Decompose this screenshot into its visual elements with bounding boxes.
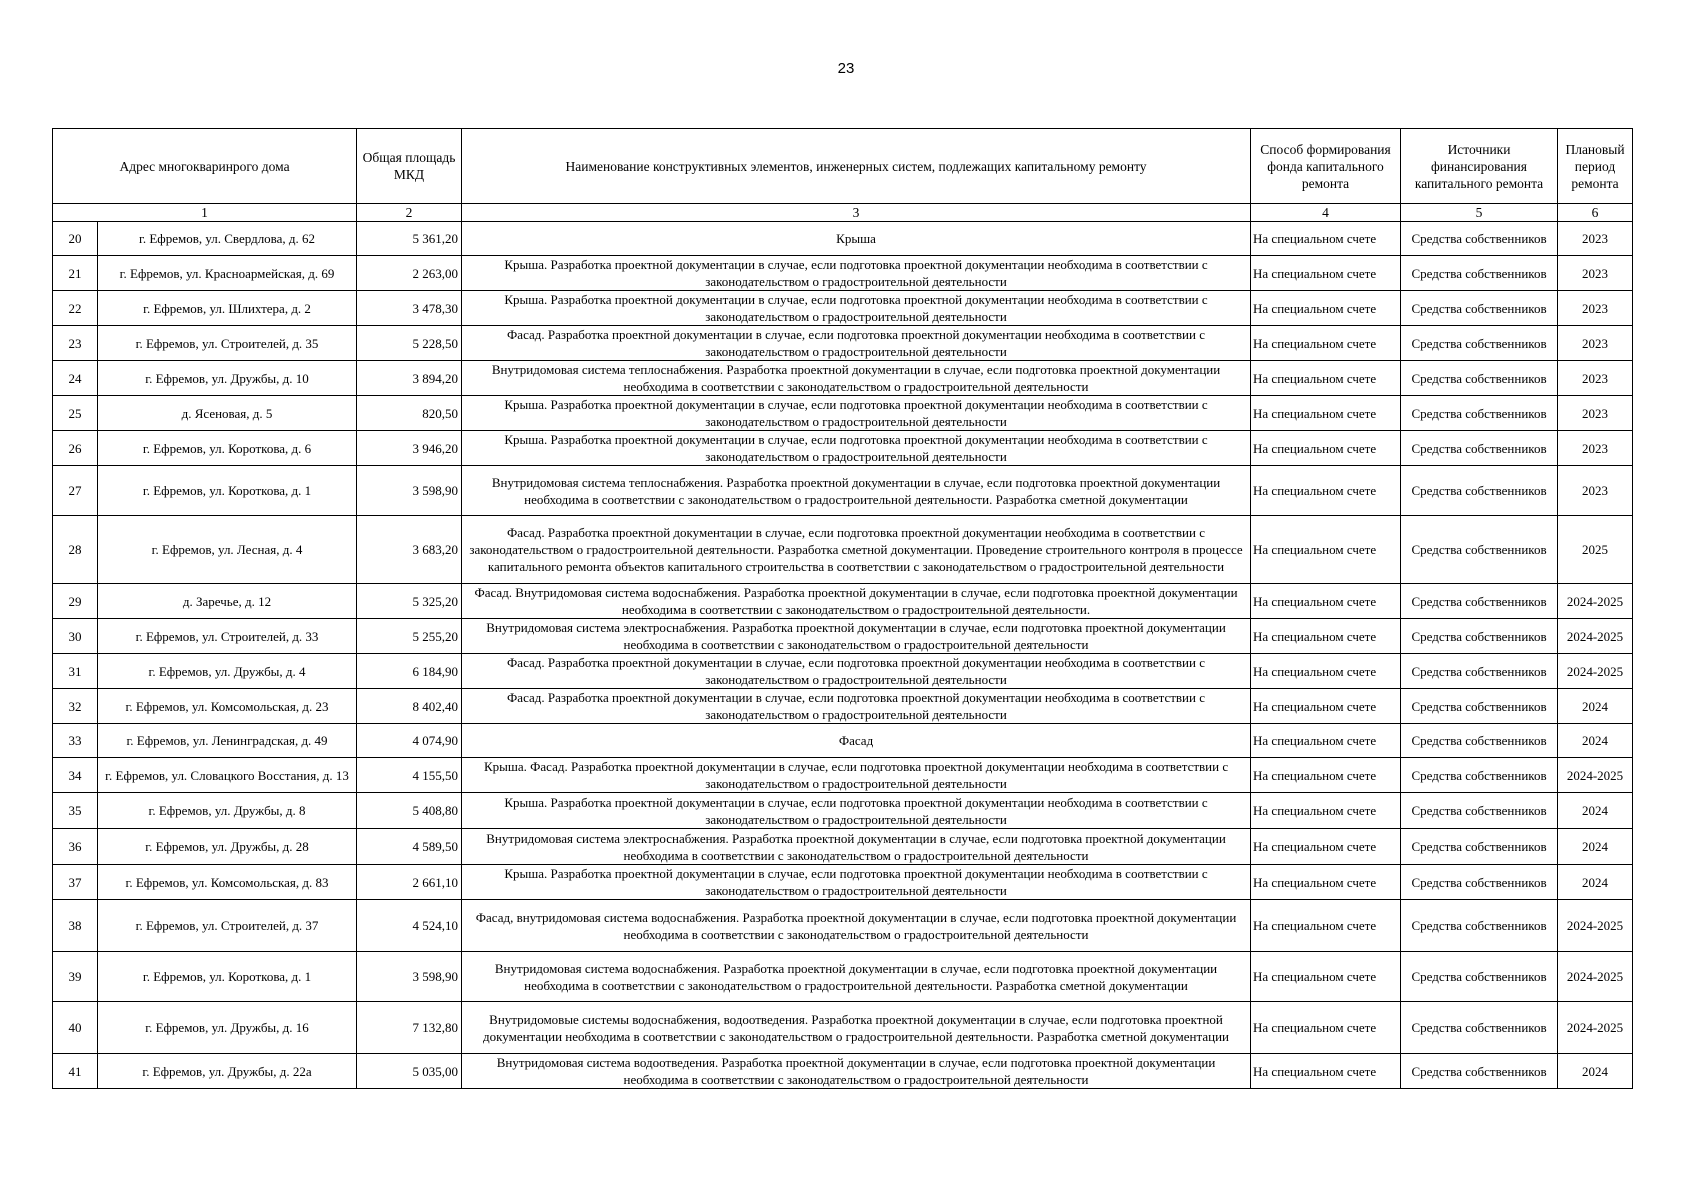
source-cell: Средства собственников bbox=[1401, 516, 1558, 584]
period-cell: 2024-2025 bbox=[1558, 654, 1633, 689]
row-number-cell: 21 bbox=[53, 256, 98, 291]
column-number: 2 bbox=[357, 204, 462, 222]
works-cell: Крыша. Разработка проектной документации в случае, если подготовка проектной документации необходима в соответствии с законодательством о градостроительной деятельности bbox=[462, 291, 1251, 326]
area-cell: 2 263,00 bbox=[357, 256, 462, 291]
table-row bbox=[53, 1054, 1633, 1089]
works-cell: Крыша. Фасад. Разработка проектной документации в случае, если подготовка проектной документации необходима в соответствии с законодательством о градостроительной деятельности bbox=[462, 758, 1251, 793]
source-cell: Средства собственников bbox=[1401, 431, 1558, 466]
method-cell: На специальном счете bbox=[1251, 758, 1401, 793]
works-cell: Фасад. Разработка проектной документации в случае, если подготовка проектной документации необходима в соответствии с законодательством о градостроительной деятельности bbox=[462, 326, 1251, 361]
table-row bbox=[53, 291, 1633, 326]
table-row bbox=[53, 619, 1633, 654]
period-cell: 2024-2025 bbox=[1558, 584, 1633, 619]
area-cell: 3 598,90 bbox=[357, 466, 462, 516]
row-number-cell: 24 bbox=[53, 361, 98, 396]
source-cell: Средства собственников bbox=[1401, 361, 1558, 396]
area-cell: 3 894,20 bbox=[357, 361, 462, 396]
address-cell: д. Заречье, д. 12 bbox=[98, 584, 357, 619]
method-cell: На специальном счете bbox=[1251, 724, 1401, 758]
source-cell: Средства собственников bbox=[1401, 222, 1558, 256]
header-works: Наименование конструктивных элементов, инженерных систем, подлежащих капитальному ремонту bbox=[462, 129, 1251, 204]
method-cell: На специальном счете bbox=[1251, 1002, 1401, 1054]
row-number-cell: 40 bbox=[53, 1002, 98, 1054]
source-cell: Средства собственников bbox=[1401, 619, 1558, 654]
area-cell: 4 524,10 bbox=[357, 900, 462, 952]
method-cell: На специальном счете bbox=[1251, 256, 1401, 291]
row-number-cell: 36 bbox=[53, 829, 98, 865]
header-row bbox=[53, 129, 1633, 204]
method-cell: На специальном счете bbox=[1251, 584, 1401, 619]
area-cell: 3 598,90 bbox=[357, 952, 462, 1002]
table-row bbox=[53, 793, 1633, 829]
works-cell: Крыша. Разработка проектной документации в случае, если подготовка проектной документации необходима в соответствии с законодательством о градостроительной деятельности bbox=[462, 396, 1251, 431]
address-cell: г. Ефремов, ул. Комсомольская, д. 83 bbox=[98, 865, 357, 900]
column-number: 4 bbox=[1251, 204, 1401, 222]
row-number-cell: 34 bbox=[53, 758, 98, 793]
header-sources: Источники финансирования капитального ремонта bbox=[1401, 129, 1558, 204]
table-row bbox=[53, 900, 1633, 952]
address-cell: г. Ефремов, ул. Короткова, д. 1 bbox=[98, 952, 357, 1002]
table-row bbox=[53, 222, 1633, 256]
method-cell: На специальном счете bbox=[1251, 689, 1401, 724]
address-cell: г. Ефремов, ул. Строителей, д. 35 bbox=[98, 326, 357, 361]
period-cell: 2023 bbox=[1558, 361, 1633, 396]
source-cell: Средства собственников bbox=[1401, 829, 1558, 865]
table-row bbox=[53, 516, 1633, 584]
page-number: 23 bbox=[837, 60, 855, 77]
source-cell: Средства собственников bbox=[1401, 793, 1558, 829]
period-cell: 2024 bbox=[1558, 793, 1633, 829]
works-cell: Фасад. Внутридомовая система водоснабжения. Разработка проектной документации в случае, если подготовка проектной документации необходима в соответствии с законодательством о градостроительной деятельности. bbox=[462, 584, 1251, 619]
area-cell: 8 402,40 bbox=[357, 689, 462, 724]
method-cell: На специальном счете bbox=[1251, 619, 1401, 654]
table-row bbox=[53, 865, 1633, 900]
address-cell: г. Ефремов, ул. Дружбы, д. 8 bbox=[98, 793, 357, 829]
source-cell: Средства собственников bbox=[1401, 396, 1558, 431]
address-cell: д. Ясеновая, д. 5 bbox=[98, 396, 357, 431]
works-cell: Внутридомовая система теплоснабжения. Разработка проектной документации в случае, если подготовка проектной документации необходима в соответствии с законодательством о градостроительной деятельности. Разработка сметной документации bbox=[462, 466, 1251, 516]
source-cell: Средства собственников bbox=[1401, 724, 1558, 758]
address-cell: г. Ефремов, ул. Строителей, д. 33 bbox=[98, 619, 357, 654]
method-cell: На специальном счете bbox=[1251, 829, 1401, 865]
works-cell: Крыша. Разработка проектной документации в случае, если подготовка проектной документации необходима в соответствии с законодательством о градостроительной деятельности bbox=[462, 865, 1251, 900]
period-cell: 2024 bbox=[1558, 829, 1633, 865]
table-row bbox=[53, 466, 1633, 516]
area-cell: 820,50 bbox=[357, 396, 462, 431]
method-cell: На специальном счете bbox=[1251, 952, 1401, 1002]
method-cell: На специальном счете bbox=[1251, 654, 1401, 689]
method-cell: На специальном счете bbox=[1251, 431, 1401, 466]
column-number: 5 bbox=[1401, 204, 1558, 222]
period-cell: 2024-2025 bbox=[1558, 619, 1633, 654]
column-number: 3 bbox=[462, 204, 1251, 222]
table-row bbox=[53, 952, 1633, 1002]
area-cell: 6 184,90 bbox=[357, 654, 462, 689]
period-cell: 2023 bbox=[1558, 291, 1633, 326]
header-period: Плановый период ремонта bbox=[1558, 129, 1633, 204]
method-cell: На специальном счете bbox=[1251, 291, 1401, 326]
method-cell: На специальном счете bbox=[1251, 865, 1401, 900]
works-cell: Фасад, внутридомовая система водоснабжения. Разработка проектной документации в случае, если подготовка проектной документации необходима в соответствии с законодательством о градостроительной деятельности bbox=[462, 900, 1251, 952]
table-row bbox=[53, 724, 1633, 758]
area-cell: 3 478,30 bbox=[357, 291, 462, 326]
table-row bbox=[53, 1002, 1633, 1054]
row-number-cell: 41 bbox=[53, 1054, 98, 1089]
address-cell: г. Ефремов, ул. Дружбы, д. 16 bbox=[98, 1002, 357, 1054]
table-row bbox=[53, 829, 1633, 865]
method-cell: На специальном счете bbox=[1251, 466, 1401, 516]
area-cell: 4 155,50 bbox=[357, 758, 462, 793]
works-cell: Фасад. Разработка проектной документации в случае, если подготовка проектной документации необходима в соответствии с законодательством о градостроительной деятельности bbox=[462, 654, 1251, 689]
source-cell: Средства собственников bbox=[1401, 256, 1558, 291]
source-cell: Средства собственников bbox=[1401, 1002, 1558, 1054]
row-number-cell: 31 bbox=[53, 654, 98, 689]
period-cell: 2024 bbox=[1558, 865, 1633, 900]
works-cell: Фасад bbox=[462, 724, 1251, 758]
source-cell: Средства собственников bbox=[1401, 689, 1558, 724]
works-cell: Крыша. Разработка проектной документации в случае, если подготовка проектной документации необходима в соответствии с законодательством о градостроительной деятельности bbox=[462, 793, 1251, 829]
method-cell: На специальном счете bbox=[1251, 222, 1401, 256]
period-cell: 2024 bbox=[1558, 1054, 1633, 1089]
period-cell: 2024-2025 bbox=[1558, 1002, 1633, 1054]
period-cell: 2023 bbox=[1558, 256, 1633, 291]
area-cell: 3 946,20 bbox=[357, 431, 462, 466]
works-cell: Крыша. Разработка проектной документации в случае, если подготовка проектной документации необходима в соответствии с законодательством о градостроительной деятельности bbox=[462, 431, 1251, 466]
period-cell: 2023 bbox=[1558, 222, 1633, 256]
period-cell: 2024-2025 bbox=[1558, 758, 1633, 793]
works-cell: Фасад. Разработка проектной документации в случае, если подготовка проектной документации необходима в соответствии с законодательством о градостроительной деятельности. Разработка сметной документации. Проведение строительного контроля в процессе капитального ремонта объектов капитального строительства в соответствии с законодательством о градостроительной деятельности bbox=[462, 516, 1251, 584]
area-cell: 5 255,20 bbox=[357, 619, 462, 654]
area-cell: 5 361,20 bbox=[357, 222, 462, 256]
source-cell: Средства собственников bbox=[1401, 584, 1558, 619]
row-number-cell: 20 bbox=[53, 222, 98, 256]
table-row bbox=[53, 654, 1633, 689]
row-number-cell: 27 bbox=[53, 466, 98, 516]
row-number-cell: 35 bbox=[53, 793, 98, 829]
column-number: 1 bbox=[53, 204, 357, 222]
period-cell: 2024-2025 bbox=[1558, 900, 1633, 952]
address-cell: г. Ефремов, ул. Красноармейская, д. 69 bbox=[98, 256, 357, 291]
table-row bbox=[53, 256, 1633, 291]
area-cell: 4 074,90 bbox=[357, 724, 462, 758]
row-number-cell: 39 bbox=[53, 952, 98, 1002]
address-cell: г. Ефремов, ул. Строителей, д. 37 bbox=[98, 900, 357, 952]
table-row bbox=[53, 758, 1633, 793]
table-row bbox=[53, 689, 1633, 724]
address-cell: г. Ефремов, ул. Короткова, д. 6 bbox=[98, 431, 357, 466]
address-cell: г. Ефремов, ул. Дружбы, д. 4 bbox=[98, 654, 357, 689]
table-row bbox=[53, 326, 1633, 361]
period-cell: 2025 bbox=[1558, 516, 1633, 584]
works-cell: Фасад. Разработка проектной документации в случае, если подготовка проектной документации необходима в соответствии с законодательством о градостроительной деятельности bbox=[462, 689, 1251, 724]
period-cell: 2023 bbox=[1558, 431, 1633, 466]
period-cell: 2024 bbox=[1558, 724, 1633, 758]
method-cell: На специальном счете bbox=[1251, 516, 1401, 584]
address-cell: г. Ефремов, ул. Короткова, д. 1 bbox=[98, 466, 357, 516]
row-number-cell: 29 bbox=[53, 584, 98, 619]
method-cell: На специальном счете bbox=[1251, 1054, 1401, 1089]
address-cell: г. Ефремов, ул. Словацкого Восстания, д. 13 bbox=[98, 758, 357, 793]
address-cell: г. Ефремов, ул. Шлихтера, д. 2 bbox=[98, 291, 357, 326]
area-cell: 7 132,80 bbox=[357, 1002, 462, 1054]
works-cell: Внутридомовая система теплоснабжения. Разработка проектной документации в случае, если подготовка проектной документации необходима в соответствии с законодательством о градостроительной деятельности bbox=[462, 361, 1251, 396]
works-cell: Внутридомовые системы водоснабжения, водоотведения. Разработка проектной документации в случае, если подготовка проектной документации необходима в соответствии с законодательством о градостроительной деятельности. Разработка сметной документации bbox=[462, 1002, 1251, 1054]
header-method: Способ формирования фонда капитального ремонта bbox=[1251, 129, 1401, 204]
source-cell: Средства собственников bbox=[1401, 1054, 1558, 1089]
source-cell: Средства собственников bbox=[1401, 952, 1558, 1002]
works-cell: Крыша. Разработка проектной документации в случае, если подготовка проектной документации необходима в соответствии с законодательством о градостроительной деятельности bbox=[462, 256, 1251, 291]
row-number-cell: 37 bbox=[53, 865, 98, 900]
method-cell: На специальном счете bbox=[1251, 361, 1401, 396]
address-cell: г. Ефремов, ул. Свердлова, д. 62 bbox=[98, 222, 357, 256]
period-cell: 2024-2025 bbox=[1558, 952, 1633, 1002]
method-cell: На специальном счете bbox=[1251, 900, 1401, 952]
table-row bbox=[53, 361, 1633, 396]
header-area: Общая площадь МКД bbox=[357, 129, 462, 204]
row-number-cell: 25 bbox=[53, 396, 98, 431]
column-number: 6 bbox=[1558, 204, 1633, 222]
source-cell: Средства собственников bbox=[1401, 900, 1558, 952]
row-number-cell: 23 bbox=[53, 326, 98, 361]
address-cell: г. Ефремов, ул. Дружбы, д. 22а bbox=[98, 1054, 357, 1089]
works-cell: Внутридомовая система электроснабжения. Разработка проектной документации в случае, если подготовка проектной документации необходима в соответствии с законодательством о градостроительной деятельности bbox=[462, 619, 1251, 654]
works-cell: Внутридомовая система электроснабжения. Разработка проектной документации в случае, если подготовка проектной документации необходима в соответствии с законодательством о градостроительной деятельности bbox=[462, 829, 1251, 865]
method-cell: На специальном счете bbox=[1251, 326, 1401, 361]
area-cell: 4 589,50 bbox=[357, 829, 462, 865]
address-cell: г. Ефремов, ул. Ленинградская, д. 49 bbox=[98, 724, 357, 758]
area-cell: 5 228,50 bbox=[357, 326, 462, 361]
source-cell: Средства собственников bbox=[1401, 865, 1558, 900]
table-row bbox=[53, 396, 1633, 431]
source-cell: Средства собственников bbox=[1401, 758, 1558, 793]
source-cell: Средства собственников bbox=[1401, 291, 1558, 326]
source-cell: Средства собственников bbox=[1401, 654, 1558, 689]
row-number-cell: 22 bbox=[53, 291, 98, 326]
row-number-cell: 38 bbox=[53, 900, 98, 952]
area-cell: 2 661,10 bbox=[357, 865, 462, 900]
table-row bbox=[53, 584, 1633, 619]
area-cell: 5 325,20 bbox=[357, 584, 462, 619]
works-cell: Внутридомовая система водоснабжения. Разработка проектной документации в случае, если подготовка проектной документации необходима в соответствии с законодательством о градостроительной деятельности. Разработка сметной документации bbox=[462, 952, 1251, 1002]
table-row bbox=[53, 431, 1633, 466]
repair-schedule-table bbox=[52, 128, 1633, 1089]
period-cell: 2023 bbox=[1558, 396, 1633, 431]
source-cell: Средства собственников bbox=[1401, 466, 1558, 516]
column-number-row bbox=[53, 204, 1633, 222]
works-cell: Внутридомовая система водоотведения. Разработка проектной документации в случае, если подготовка проектной документации необходима в соответствии с законодательством о градостроительной деятельности bbox=[462, 1054, 1251, 1089]
period-cell: 2023 bbox=[1558, 326, 1633, 361]
period-cell: 2023 bbox=[1558, 466, 1633, 516]
area-cell: 3 683,20 bbox=[357, 516, 462, 584]
source-cell: Средства собственников bbox=[1401, 326, 1558, 361]
header-address: Адрес многокваринрого дома bbox=[53, 129, 357, 204]
row-number-cell: 30 bbox=[53, 619, 98, 654]
address-cell: г. Ефремов, ул. Дружбы, д. 10 bbox=[98, 361, 357, 396]
address-cell: г. Ефремов, ул. Лесная, д. 4 bbox=[98, 516, 357, 584]
row-number-cell: 28 bbox=[53, 516, 98, 584]
method-cell: На специальном счете bbox=[1251, 396, 1401, 431]
method-cell: На специальном счете bbox=[1251, 793, 1401, 829]
period-cell: 2024 bbox=[1558, 689, 1633, 724]
address-cell: г. Ефремов, ул. Дружбы, д. 28 bbox=[98, 829, 357, 865]
area-cell: 5 035,00 bbox=[357, 1054, 462, 1089]
row-number-cell: 33 bbox=[53, 724, 98, 758]
row-number-cell: 32 bbox=[53, 689, 98, 724]
row-number-cell: 26 bbox=[53, 431, 98, 466]
address-cell: г. Ефремов, ул. Комсомольская, д. 23 bbox=[98, 689, 357, 724]
area-cell: 5 408,80 bbox=[357, 793, 462, 829]
works-cell: Крыша bbox=[462, 222, 1251, 256]
